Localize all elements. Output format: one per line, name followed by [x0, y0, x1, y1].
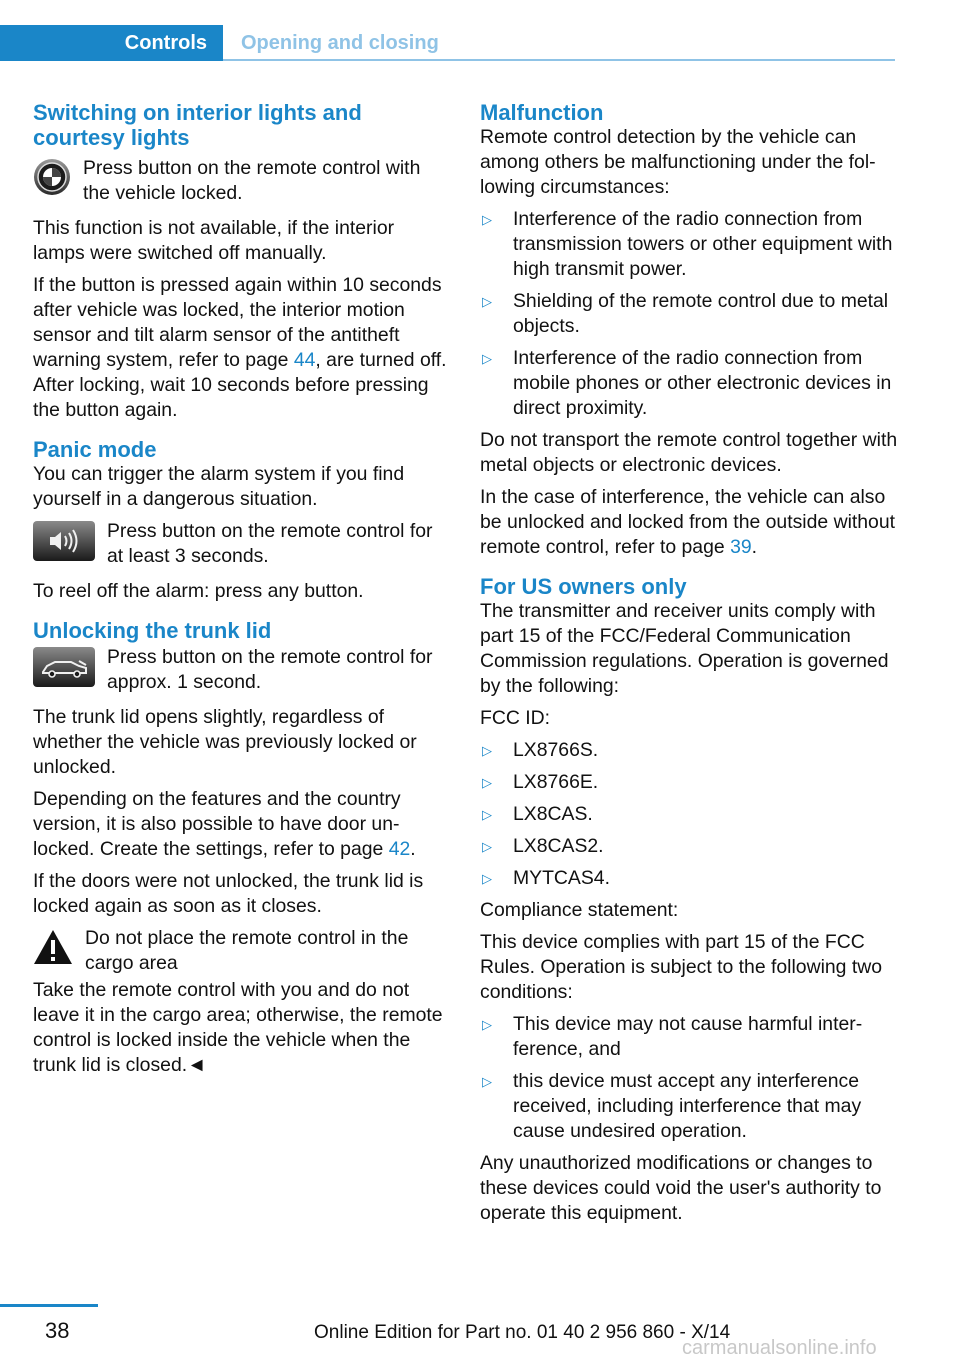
paragraph: This device complies with part 15 of the FCC Rules. Operation is subject to the following two conditions: [480, 931, 883, 1003]
text: , are turned off. After locking, wait 10 seconds before pressing the button again. [33, 349, 447, 421]
bullet-triangle-icon: ▷ [482, 807, 492, 822]
paragraph: Remote control detection by the vehicle can among others be malfunctioning under the following circumstances: [480, 126, 876, 198]
list-item-text: this device must accept any interference received, including interference that may cause undesired operation. [513, 1070, 862, 1142]
paragraph: You can trigger the alarm system if you find yourself in a dangerous situation. [33, 463, 405, 510]
list-item [480, 866, 898, 891]
paragraph: Do not transport the remote control together with metal objects or electronic devices. [480, 429, 898, 476]
list-item-text: LX8766E. [513, 771, 599, 793]
list-item [480, 1012, 898, 1062]
header-divider [223, 59, 895, 61]
list-item-text: Interference of the radio connection from transmission towers or other equipment with high transmit power. [513, 208, 893, 280]
bullet-triangle-icon: ▷ [482, 351, 492, 366]
paragraph: Any unauthorized modifications or changes to these devices could void the user's authority to operate this equipment. [480, 1152, 882, 1224]
bullet-triangle-icon: ▷ [482, 839, 492, 854]
section-tab-controls: Controls [0, 25, 223, 61]
heading-panic-mode: Panic mode [33, 437, 157, 462]
right-column [480, 100, 898, 1233]
edition-note: Online Edition for Part no. 01 40 2 956 860 - X/14 [314, 1322, 731, 1343]
page-link-44[interactable]: 44 [293, 349, 316, 371]
paragraph: The transmitter and receiver units comply with part 15 of the FCC/Federal Communication Commission regulations. Operation is governed by the following: [480, 600, 889, 697]
paragraph: If the doors were not unlocked, the trunk lid is locked again as soon as it closes. [33, 870, 424, 917]
list-item [480, 770, 898, 795]
trunk-button-icon [33, 647, 95, 694]
heading-unlocking-trunk-lid: Unlocking the trunk lid [33, 618, 272, 643]
list-item-text: MYTCAS4. [513, 867, 610, 889]
text: In the case of interference, the vehicle can also be unlocked and locked from the outside without remote control, refer to page [480, 486, 896, 558]
instruction-trunk-lid [33, 645, 448, 695]
paragraph-with-page-ref [33, 273, 448, 423]
footer-divider [0, 1304, 98, 1307]
bullet-triangle-icon: ▷ [482, 871, 492, 886]
heading-us-owners: For US owners only [480, 574, 687, 599]
paragraph: Compliance statement: [480, 899, 679, 921]
heading-interior-lights: Switching on interior lights and courtesy lights [33, 100, 362, 150]
bmw-logo-button-icon [33, 158, 71, 203]
paragraph-with-page-ref [480, 485, 898, 560]
list-item-text: Interference of the radio connection from mobile phones or other electronic devices in direct proximity. [513, 347, 892, 419]
heading-malfunction: Malfunction [480, 100, 604, 125]
list-item [480, 289, 898, 339]
left-column [33, 100, 448, 1085]
list-item-text: Shielding of the remote control due to metal objects. [513, 290, 889, 337]
list-item [480, 207, 898, 282]
page-link-42[interactable]: 42 [388, 838, 411, 860]
paragraph: This function is not available, if the interior lamps were switched off manually. [33, 217, 395, 264]
list-item [480, 738, 898, 763]
bullet-triangle-icon: ▷ [482, 743, 492, 758]
malfunction-list [480, 207, 898, 421]
instruction-text: Press button on the remote control with the vehicle locked. [83, 157, 421, 204]
text: If the button is pressed again within 10 seconds after vehicle was locked, the interior motion sensor and tilt alarm sensor of the antitheft warning system, refer to page [33, 274, 442, 371]
list-item-text: LX8766S. [513, 739, 599, 761]
text: . [410, 838, 416, 860]
page-link-39[interactable]: 39 [730, 536, 752, 558]
page-number: 38 [45, 1318, 70, 1343]
watermark: carmanualsonline.info [682, 1337, 877, 1359]
instruction-text: Press button on the remote control for at least 3 seconds. [107, 520, 433, 567]
paragraph: FCC ID: [480, 707, 551, 729]
list-item [480, 346, 898, 421]
fcc-id-list [480, 738, 898, 891]
instruction-interior-lights [33, 156, 448, 206]
warning-cargo-area [33, 926, 448, 976]
list-item [480, 802, 898, 827]
list-item-text: This device may not cause harmful interference, and [513, 1013, 863, 1060]
bullet-triangle-icon: ▷ [482, 1017, 492, 1032]
section-tab-opening-closing: Opening and closing [241, 31, 439, 54]
bullet-triangle-icon: ▷ [482, 775, 492, 790]
page-header [0, 25, 895, 61]
warning-triangle-icon [33, 928, 73, 973]
paragraph: Take the remote control with you and do not leave it in the cargo area; otherwise, the remote control is locked inside the vehicle when the trunk lid is closed.◄ [33, 979, 443, 1076]
warning-text: Do not place the remote control in the cargo area [85, 927, 409, 974]
conditions-list [480, 1012, 898, 1144]
paragraph-with-page-ref [33, 787, 448, 862]
text: . [751, 536, 758, 558]
list-item [480, 1069, 898, 1144]
instruction-panic-mode [33, 519, 448, 569]
paragraph: The trunk lid opens slightly, regardless of whether the vehicle was previously locked or unlocked. [33, 706, 417, 778]
list-item [480, 834, 898, 859]
bullet-triangle-icon: ▷ [482, 294, 492, 309]
list-item-text: LX8CAS2. [513, 835, 604, 857]
list-item-text: LX8CAS. [513, 803, 593, 825]
instruction-text: Press button on the remote control for approx. 1 second. [107, 646, 433, 693]
paragraph: To reel off the alarm: press any button. [33, 580, 364, 602]
panic-button-icon [33, 521, 95, 568]
text: Depending on the features and the country version, it is also possible to have door unlocked. Create the settings, refer to page [33, 788, 401, 860]
bullet-triangle-icon: ▷ [482, 1074, 492, 1089]
bullet-triangle-icon: ▷ [482, 212, 492, 227]
